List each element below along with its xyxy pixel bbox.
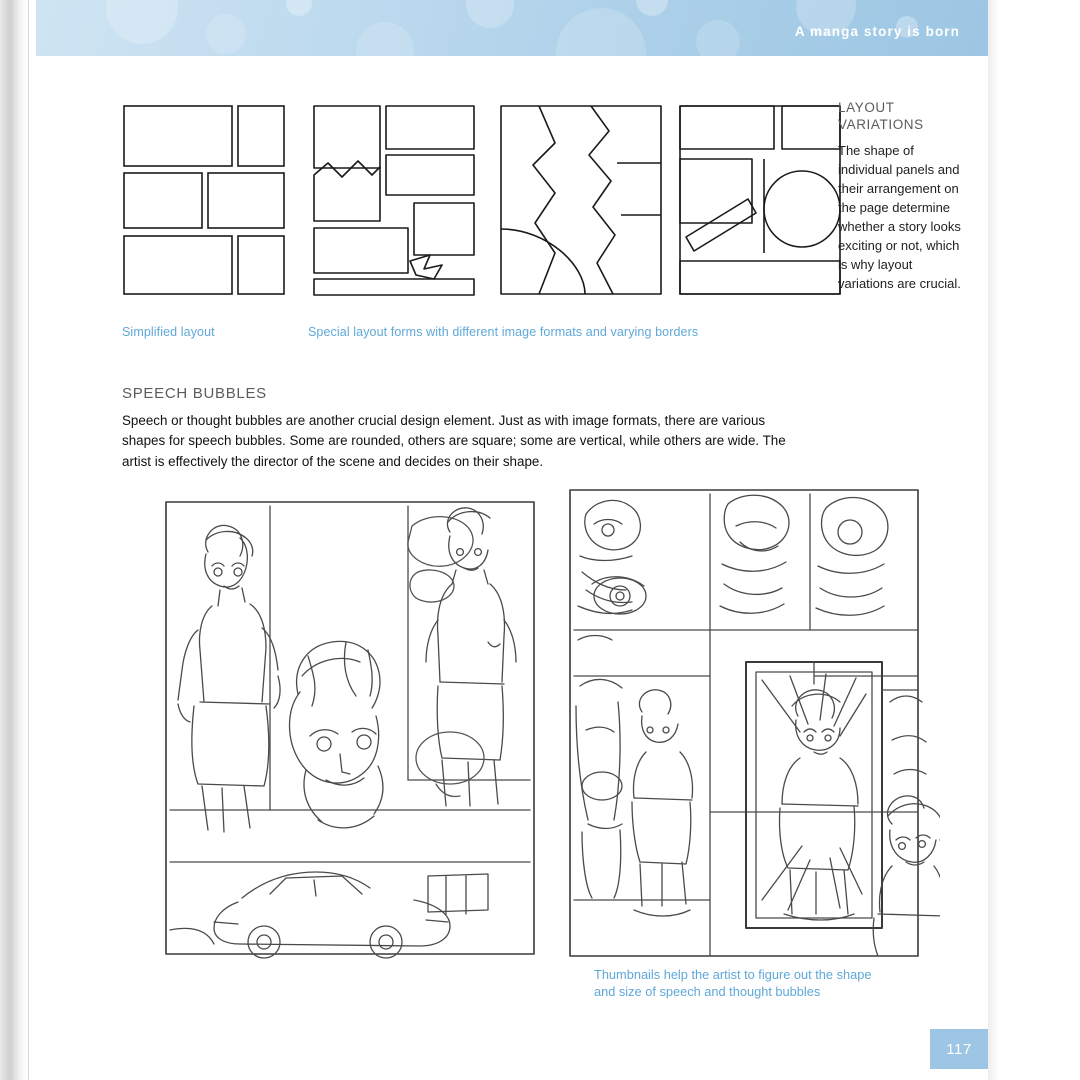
section-heading-speech-bubbles: SPEECH BUBBLES [122, 385, 267, 402]
manga-sketch-figure [150, 480, 940, 970]
caption-thumbnails-line1: Thumbnails help the artist to figure out the shape [594, 967, 872, 982]
caption-simplified-layout: Simplified layout [122, 325, 215, 339]
panel-group-lightning [499, 103, 665, 308]
running-head-title: A manga story is born [794, 24, 960, 39]
sidebar-heading-line1: LAYOUT [838, 100, 895, 115]
sidebar-layout-variations [838, 100, 963, 294]
section-body-speech-bubbles: Speech or thought bubbles are another crucial design element. Just as with image formats, there are various shapes for speech bubbles. Some are rounded, others are square; some are vertical, while others are wide. The artist is effectively the director of the scene and decides on their shape. [122, 413, 786, 469]
layout-variations-figure [122, 103, 822, 308]
panel-group-circle [678, 103, 844, 308]
panel-group-simplified [122, 103, 288, 308]
caption-thumbnails-line2: and size of speech and thought bubbles [594, 984, 821, 1000]
sidebar-body-text: The shape of individual panels and their arrangement on the page determine whether a story looks exciting or not, which is why layout variations are crucial. [838, 142, 961, 291]
sidebar-heading-line2: VARIATIONS [838, 116, 924, 132]
panel-group-jagged [312, 103, 478, 308]
page-number-tab: 117 [930, 1029, 988, 1069]
sidebar-heading [838, 100, 963, 134]
caption-thumbnails [594, 966, 924, 1001]
caption-special-layouts: Special layout forms with different image formats and varying borders [308, 325, 699, 339]
